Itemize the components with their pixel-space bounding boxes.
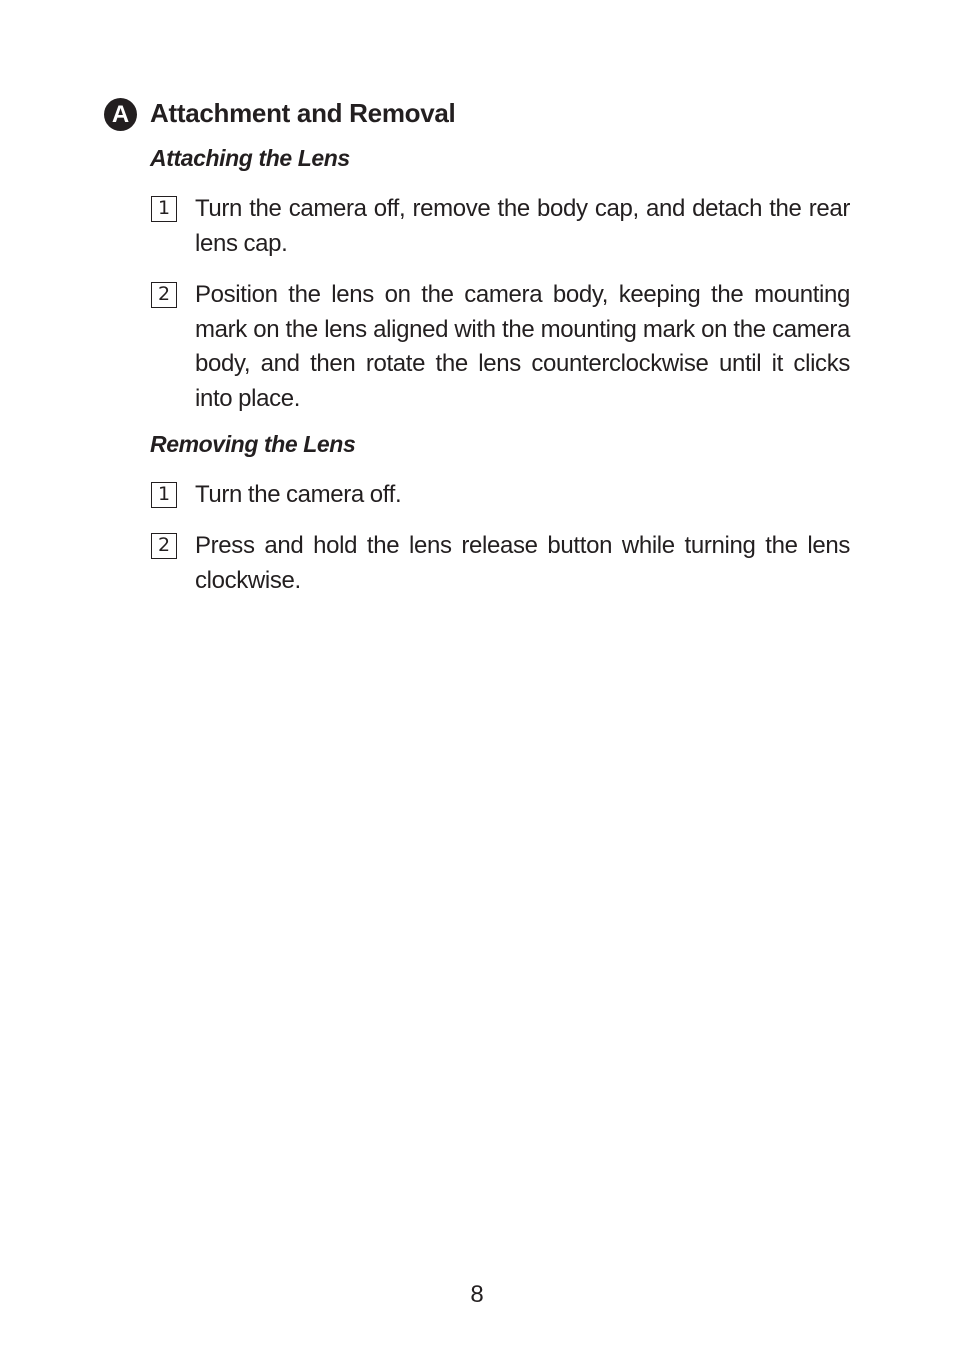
removing-heading: Removing the Lens (150, 431, 356, 457)
attach-step-2 (150, 278, 850, 416)
remove-step-1 (150, 478, 850, 513)
step-number-box: 2 (151, 533, 177, 559)
step-number-box: 1 (151, 482, 177, 508)
step-text: Turn the camera off. (195, 481, 402, 508)
step-number-box: 1 (151, 196, 177, 222)
step-text: Position the lens on the camera body, keeping the mounting mark on the lens aligned with the mounting mark on the camera body, and then rotate the lens counterclockwise until it clicks into place. (195, 281, 850, 412)
remove-step-2 (150, 529, 850, 598)
step-text: Press and hold the lens release button while turning the lens clockwise. (195, 532, 850, 594)
section-title: Attachment and Removal (150, 98, 456, 128)
attaching-heading: Attaching the Lens (150, 145, 350, 171)
page-number: 8 (470, 1281, 484, 1308)
section-badge: A (104, 98, 137, 131)
attach-step-1 (150, 192, 850, 261)
step-text: Turn the camera off, remove the body cap, and detach the rear lens cap. (195, 195, 850, 257)
step-number-box: 2 (151, 282, 177, 308)
